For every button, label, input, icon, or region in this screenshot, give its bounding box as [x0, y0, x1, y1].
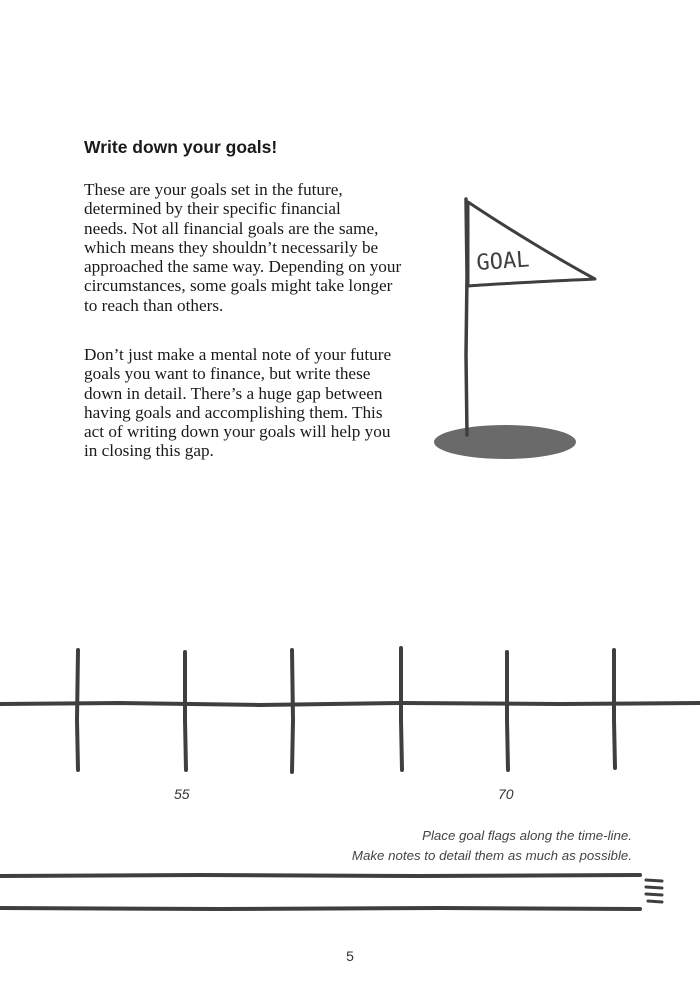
timeline-tick[interactable] — [401, 648, 402, 770]
note-line[interactable] — [0, 908, 640, 909]
paragraph-line: These are your goals set in the future, — [84, 180, 343, 199]
paragraph-line: which means they shouldn’t necessarily be — [84, 237, 379, 257]
paragraph-line: needs. Not all financial goals are the same, — [84, 218, 379, 238]
note-line-end-mark — [646, 880, 662, 902]
flag-label: GOAL — [475, 247, 531, 276]
timeline-tick[interactable] — [292, 650, 293, 772]
age-label-70: 70 — [498, 786, 514, 802]
age-label-55: 55 — [174, 786, 190, 802]
paragraph-line: determined by their specific financial — [84, 199, 341, 219]
timeline-tick[interactable] — [185, 652, 186, 770]
paragraph-line: approached the same way. Depending on your — [84, 257, 402, 277]
timeline-tick[interactable] — [507, 652, 508, 770]
page-heading: Write down your goals! — [84, 137, 278, 157]
golf-hole — [434, 425, 576, 459]
intro-paragraph — [84, 180, 469, 315]
notes-area[interactable] — [0, 864, 700, 920]
goal-flag-icon — [420, 185, 620, 475]
instructions — [352, 826, 632, 866]
instruction-line: Make notes to detail them as much as possible. — [351, 848, 632, 863]
paragraph-line: goals you want to finance, but write these — [84, 364, 371, 384]
paragraph-line: to reach than others. — [84, 295, 224, 315]
paragraph-line: circumstances, some goals might take longer — [84, 276, 393, 296]
paragraph-line: act of writing down your goals will help you — [84, 422, 391, 442]
timeline-tick[interactable] — [614, 650, 615, 768]
timeline-axis — [0, 703, 700, 705]
advice-paragraph — [84, 345, 469, 461]
note-line[interactable] — [0, 875, 640, 876]
page-number: 5 — [346, 948, 354, 964]
instruction-line: Place goal flags along the time-line. — [422, 828, 632, 843]
timeline — [0, 640, 700, 785]
goal-flag-drawing — [420, 185, 620, 475]
paragraph-line: in closing this gap. — [84, 441, 214, 461]
timeline-tick[interactable] — [77, 650, 78, 770]
paragraph-line: Don’t just make a mental note of your future — [84, 345, 392, 364]
paragraph-line: down in detail. There’s a huge gap between — [84, 383, 383, 403]
paragraph-line: having goals and accomplishing them. This — [84, 402, 383, 422]
